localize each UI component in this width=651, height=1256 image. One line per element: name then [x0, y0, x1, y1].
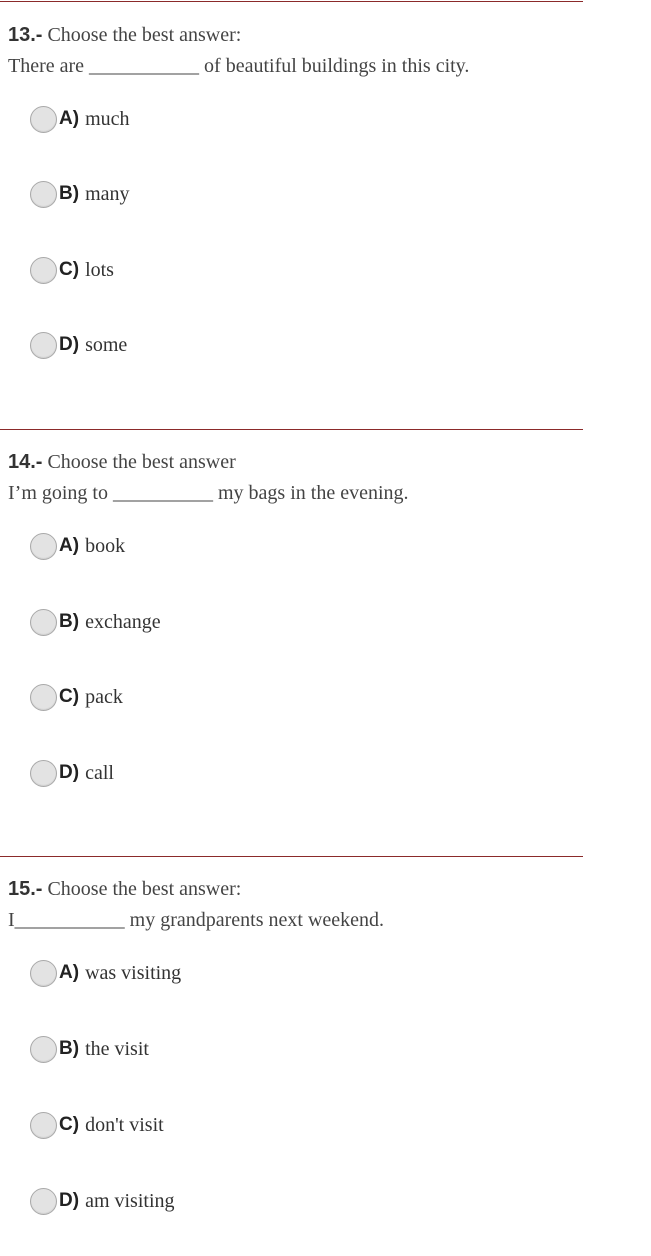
question-stem: I___________ my grandparents next weekend. [8, 909, 385, 931]
question-prompt: Choose the best answer: [47, 24, 242, 46]
option-text: lots [85, 258, 114, 281]
option-d[interactable] [30, 1186, 175, 1216]
option-c[interactable] [30, 1110, 164, 1140]
option-b[interactable] [30, 607, 161, 637]
question-header [8, 878, 241, 901]
option-text: much [85, 107, 130, 130]
question-header [8, 451, 236, 474]
option-letter: B) [59, 183, 80, 204]
question-prompt: Choose the best answer: [47, 878, 242, 900]
question-number: 15.- [8, 878, 43, 900]
option-letter: C) [59, 1114, 80, 1135]
question-14 [0, 451, 640, 811]
question-divider [0, 429, 583, 430]
option-text: pack [85, 685, 123, 708]
question-number: 14.- [8, 451, 43, 473]
option-a[interactable] [30, 958, 181, 988]
question-13 [0, 24, 640, 384]
option-text: don't visit [85, 1113, 164, 1136]
radio-button[interactable] [30, 106, 57, 133]
option-letter: C) [59, 686, 80, 707]
question-divider [0, 856, 583, 857]
option-a[interactable] [30, 104, 130, 134]
radio-button[interactable] [30, 332, 57, 359]
radio-button[interactable] [30, 760, 57, 787]
question-stem: I’m going to __________ my bags in the evening. [8, 482, 409, 504]
option-c[interactable] [30, 255, 114, 285]
question-divider [0, 1, 583, 2]
option-letter: A) [59, 962, 80, 983]
question-15 [0, 878, 640, 1238]
option-letter: D) [59, 334, 80, 355]
option-letter: A) [59, 535, 80, 556]
option-letter: B) [59, 1038, 80, 1059]
option-b[interactable] [30, 1034, 149, 1064]
option-text: call [85, 761, 114, 784]
question-stem: There are ___________ of beautiful buildings in this city. [8, 55, 470, 77]
option-a[interactable] [30, 531, 125, 561]
option-letter: D) [59, 762, 80, 783]
radio-button[interactable] [30, 609, 57, 636]
option-text: many [85, 182, 130, 205]
radio-button[interactable] [30, 1188, 57, 1215]
option-text: some [85, 333, 128, 356]
option-c[interactable] [30, 682, 123, 712]
question-header [8, 24, 241, 47]
option-text: book [85, 534, 126, 557]
radio-button[interactable] [30, 1112, 57, 1139]
option-letter: D) [59, 1190, 80, 1211]
option-text: was visiting [85, 961, 182, 984]
option-d[interactable] [30, 330, 127, 360]
option-letter: A) [59, 108, 80, 129]
question-number: 13.- [8, 24, 43, 46]
radio-button[interactable] [30, 533, 57, 560]
option-letter: C) [59, 259, 80, 280]
option-text: the visit [85, 1037, 149, 1060]
radio-button[interactable] [30, 1036, 57, 1063]
option-text: exchange [85, 610, 161, 633]
option-d[interactable] [30, 758, 114, 788]
radio-button[interactable] [30, 181, 57, 208]
question-prompt: Choose the best answer [47, 451, 236, 473]
option-text: am visiting [85, 1189, 175, 1212]
radio-button[interactable] [30, 257, 57, 284]
radio-button[interactable] [30, 684, 57, 711]
option-b[interactable] [30, 179, 130, 209]
radio-button[interactable] [30, 960, 57, 987]
option-letter: B) [59, 611, 80, 632]
